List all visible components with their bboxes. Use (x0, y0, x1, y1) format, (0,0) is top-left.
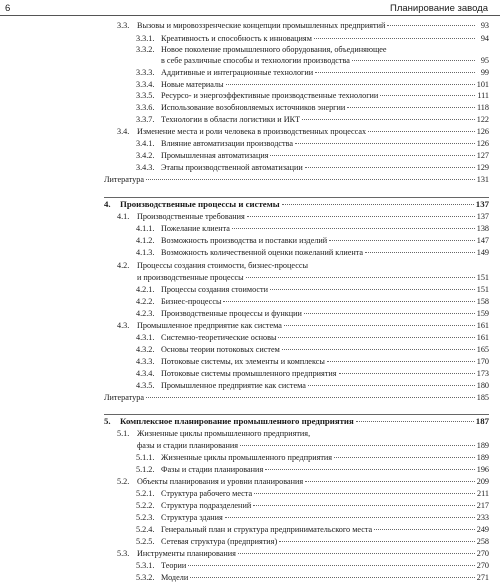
toc-entry (136, 488, 489, 499)
entry-number: 3.3.7. (136, 115, 155, 124)
chapter-separator (104, 414, 489, 415)
entry-number: 3.4. (117, 127, 130, 136)
entry-page: 131 (476, 175, 489, 184)
entry-number: 5.3. (117, 549, 130, 558)
entry-title: Бизнес-процессы (161, 297, 222, 306)
entry-number: 5.2.4. (136, 525, 155, 534)
entry-page: 196 (476, 465, 489, 474)
entry-page: 233 (476, 513, 489, 522)
dot-leader (278, 337, 474, 338)
dot-leader (270, 155, 474, 156)
toc-entry (136, 464, 489, 475)
entry-title: Вызовы и мировоззренческие концепции промышленных предприятий (137, 21, 386, 30)
toc-entry (136, 572, 489, 583)
entry-number: 4.3.4. (136, 369, 155, 378)
dot-leader (232, 228, 475, 229)
entry-number: 3.4.3. (136, 163, 155, 172)
entry-title: Структура здания (161, 513, 223, 522)
toc-entry (117, 476, 489, 487)
entry-page: 161 (476, 333, 489, 342)
entry-page: 161 (476, 321, 489, 330)
entry-page: 209 (476, 477, 489, 486)
entry-title: Основы теории потоковых систем (161, 345, 280, 354)
toc-entry (136, 67, 489, 78)
dot-leader (284, 325, 475, 326)
toc-entry (117, 20, 489, 31)
entry-number: 5.2.3. (136, 513, 155, 522)
entry-title: Жизненные циклы промышленного предприятия (161, 453, 333, 462)
toc-entry (136, 452, 489, 463)
dot-leader (302, 119, 475, 120)
entry-title: Новые материалы (161, 80, 224, 89)
dot-leader (352, 60, 475, 61)
entry-title: Креативность и способность к инновациям (161, 34, 312, 43)
toc-entry (136, 308, 489, 319)
toc-entry (136, 536, 489, 547)
dot-leader (146, 179, 475, 180)
toc-entry (136, 79, 489, 90)
dot-leader (327, 361, 475, 362)
chapter-entry (104, 199, 489, 210)
entry-number: 4.2.3. (136, 309, 155, 318)
entry-number: 5.2.2. (136, 501, 155, 510)
entry-title: Производственные требования (137, 212, 245, 221)
dot-leader (188, 565, 474, 566)
entry-title: Процессы создания стоимости (161, 285, 268, 294)
entry-number: 3.4.1. (136, 139, 155, 148)
dot-leader (315, 72, 475, 73)
entry-title: Аддитивные и интеграционные технологии (161, 68, 314, 77)
entry-page: 99 (480, 68, 489, 77)
dot-leader (265, 469, 475, 470)
toc-entry (136, 33, 489, 44)
entry-number: 3.3.6. (136, 103, 155, 112)
dot-leader (247, 216, 475, 217)
entry-number: 4.2. (117, 261, 130, 270)
entry-page: 258 (476, 537, 489, 546)
entry-page: 189 (476, 441, 489, 450)
entry-title: Производственные процессы и системы (120, 199, 280, 209)
dot-leader (279, 541, 475, 542)
dot-leader (339, 373, 475, 374)
dot-leader (305, 481, 475, 482)
entry-number: 3.3. (117, 21, 130, 30)
dot-leader (253, 505, 475, 506)
entry-title: Ресурсо- и энергоэффективные производственные технологии (161, 91, 379, 100)
toc-entry (136, 138, 489, 149)
running-title: Планирование завода (390, 3, 488, 14)
entry-page: 158 (476, 297, 489, 306)
entry-title: Промышленное предприятие как система (161, 381, 306, 390)
dot-leader (240, 445, 475, 446)
toc-entry (136, 90, 489, 101)
entry-number: 3.4.2. (136, 151, 155, 160)
entry-page: 249 (476, 525, 489, 534)
entry-page: 159 (476, 309, 489, 318)
toc-entry (117, 260, 489, 271)
toc-entry (136, 247, 489, 258)
dot-leader (304, 313, 475, 314)
entry-title: и производственные процессы (137, 273, 244, 282)
entry-page: 94 (480, 34, 489, 43)
toc-entry (117, 428, 489, 439)
dot-leader (225, 517, 475, 518)
chapter-separator (104, 197, 489, 198)
toc-entry (136, 284, 489, 295)
entry-title: Объекты планирования и уровни планирования (137, 477, 304, 486)
toc-entry (104, 174, 489, 185)
entry-number: 3.3.4. (136, 80, 155, 89)
toc-entry (117, 548, 489, 559)
entry-page: 271 (476, 573, 489, 582)
entry-page: 111 (477, 91, 489, 100)
entry-number: 4.3.5. (136, 381, 155, 390)
chapter-entry (104, 416, 489, 427)
entry-title: Использование возобновляемых источников энергии (161, 103, 346, 112)
toc-entry (117, 211, 489, 222)
entry-number: 5.1.1. (136, 453, 155, 462)
dot-leader (282, 204, 474, 205)
entry-title: в себе различные способы и технологии производства (161, 56, 350, 65)
entry-title: фазы и стадии планирования (137, 441, 239, 450)
entry-title: Влияние автоматизации производства (161, 139, 294, 148)
page-number: 6 (5, 3, 11, 14)
dot-leader (380, 95, 475, 96)
toc-entry (161, 55, 489, 66)
dot-leader (356, 421, 474, 422)
entry-title: Структура рабочего места (161, 489, 253, 498)
entry-number: 5.1.2. (136, 465, 155, 474)
entry-page: 149 (476, 248, 489, 257)
entry-page: 137 (476, 212, 489, 221)
entry-title: Промышленное предприятие как система (137, 321, 282, 330)
entry-number: 5.2.1. (136, 489, 155, 498)
entry-page: 217 (476, 501, 489, 510)
dot-leader (295, 143, 475, 144)
dot-leader (365, 252, 475, 253)
entry-title: Технологии в области логистики и ИКТ (161, 115, 301, 124)
entry-number: 5.2. (117, 477, 130, 486)
entry-number: 5. (104, 416, 111, 426)
entry-number: 3.3.1. (136, 34, 155, 43)
entry-title: Процессы создания стоимости, бизнес-процессы (137, 261, 308, 270)
dot-leader (314, 38, 475, 39)
entry-page: 270 (476, 549, 489, 558)
entry-number: 4.2.1. (136, 285, 155, 294)
entry-number: 5.1. (117, 429, 130, 438)
entry-number: 5.3.2. (136, 573, 155, 582)
entry-page: 270 (476, 561, 489, 570)
entry-number: 4.1.2. (136, 236, 155, 245)
entry-title: Фазы и стадии планирования (161, 465, 264, 474)
dot-leader (246, 277, 475, 278)
toc-entry (136, 332, 489, 343)
toc-entry (136, 356, 489, 367)
toc-entry (136, 162, 489, 173)
entry-number: 4.3. (117, 321, 130, 330)
entry-title: Инструменты планирования (137, 549, 236, 558)
dot-leader (329, 240, 475, 241)
dot-leader (223, 301, 474, 302)
toc-entry (137, 440, 489, 451)
entry-page: 93 (480, 21, 489, 30)
entry-page: 151 (476, 273, 489, 282)
dot-leader (146, 397, 475, 398)
entry-page: 126 (476, 139, 489, 148)
entry-title: Потоковые системы, их элементы и комплексы (161, 357, 325, 366)
entry-title: Пожелание клиента (161, 224, 230, 233)
entry-number: 3.3.2. (136, 45, 155, 54)
entry-title: Производственные процессы и функции (161, 309, 302, 318)
toc-entry (136, 368, 489, 379)
toc-entry (117, 126, 489, 137)
entry-page: 137 (475, 199, 489, 209)
entry-number: 4.3.3. (136, 357, 155, 366)
entry-title: Новое поколение промышленного оборудования, объединяющее (161, 45, 387, 54)
entry-title: Структура подразделений (161, 501, 252, 510)
dot-leader (226, 84, 475, 85)
entry-title: Сетевая структура (предприятия) (161, 537, 278, 546)
toc-entry (136, 512, 489, 523)
dot-leader (308, 385, 475, 386)
entry-page: 211 (477, 489, 489, 498)
entry-page: 126 (476, 127, 489, 136)
entry-title: Модели (161, 573, 189, 582)
dot-leader (254, 493, 475, 494)
entry-page: 138 (476, 224, 489, 233)
entry-page: 180 (476, 381, 489, 390)
dot-leader (190, 577, 475, 578)
dot-leader (270, 289, 475, 290)
dot-leader (305, 167, 475, 168)
entry-number: 4.1.1. (136, 224, 155, 233)
entry-page: 170 (476, 357, 489, 366)
entry-title: Литература (104, 393, 144, 402)
entry-number: 4.2.2. (136, 297, 155, 306)
entry-number: 4.1. (117, 212, 130, 221)
entry-title: Жизненные циклы промышленного предприятия, (137, 429, 311, 438)
entry-page: 151 (476, 285, 489, 294)
entry-page: 118 (477, 103, 489, 112)
entry-page: 187 (475, 416, 489, 426)
dot-leader (347, 107, 475, 108)
toc-entry (136, 150, 489, 161)
entry-title: Генеральный план и структура предпринимательского места (161, 525, 373, 534)
entry-title: Системно-теоретические основы (161, 333, 277, 342)
entry-page: 95 (480, 56, 489, 65)
entry-page: 173 (476, 369, 489, 378)
toc-entry (136, 223, 489, 234)
entry-title: Потоковые системы промышленного предприятия (161, 369, 337, 378)
dot-leader (282, 349, 475, 350)
entry-title: Возможность производства и поставки изделий (161, 236, 328, 245)
entry-number: 4. (104, 199, 111, 209)
dot-leader (368, 131, 475, 132)
entry-page: 147 (476, 236, 489, 245)
entry-page: 122 (476, 115, 489, 124)
toc-entry (136, 296, 489, 307)
toc-entry (136, 44, 489, 55)
entry-number: 3.3.5. (136, 91, 155, 100)
toc-entry (136, 500, 489, 511)
toc-entry (137, 272, 489, 283)
toc-entry (136, 524, 489, 535)
entry-title: Литература (104, 175, 144, 184)
entry-number: 3.3.3. (136, 68, 155, 77)
entry-title: Этапы производственной автоматизации (161, 163, 303, 172)
toc-entry (136, 560, 489, 571)
entry-number: 5.2.5. (136, 537, 155, 546)
entry-title: Промышленная автоматизация (161, 151, 269, 160)
entry-number: 4.3.1. (136, 333, 155, 342)
entry-page: 101 (476, 80, 489, 89)
toc-entry (136, 380, 489, 391)
entry-title: Возможность количественной оценки пожеланий клиента (161, 248, 364, 257)
entry-page: 129 (476, 163, 489, 172)
toc-entry (136, 114, 489, 125)
entry-number: 4.3.2. (136, 345, 155, 354)
dot-leader (387, 25, 475, 26)
entry-page: 185 (476, 393, 489, 402)
dot-leader (374, 529, 475, 530)
toc-entry (117, 320, 489, 331)
dot-leader (238, 553, 475, 554)
entry-page: 189 (476, 453, 489, 462)
entry-number: 4.1.3. (136, 248, 155, 257)
entry-title: Теории (161, 561, 187, 570)
entry-title: Комплексное планирование промышленного предприятия (120, 416, 354, 426)
entry-number: 5.3.1. (136, 561, 155, 570)
entry-title: Изменение места и роли человека в производственных процессах (137, 127, 367, 136)
entry-page: 165 (476, 345, 489, 354)
dot-leader (334, 457, 475, 458)
entry-page: 127 (476, 151, 489, 160)
toc-entry (136, 344, 489, 355)
toc-entry (136, 235, 489, 246)
toc-entry (136, 102, 489, 113)
toc-entry (104, 392, 489, 403)
